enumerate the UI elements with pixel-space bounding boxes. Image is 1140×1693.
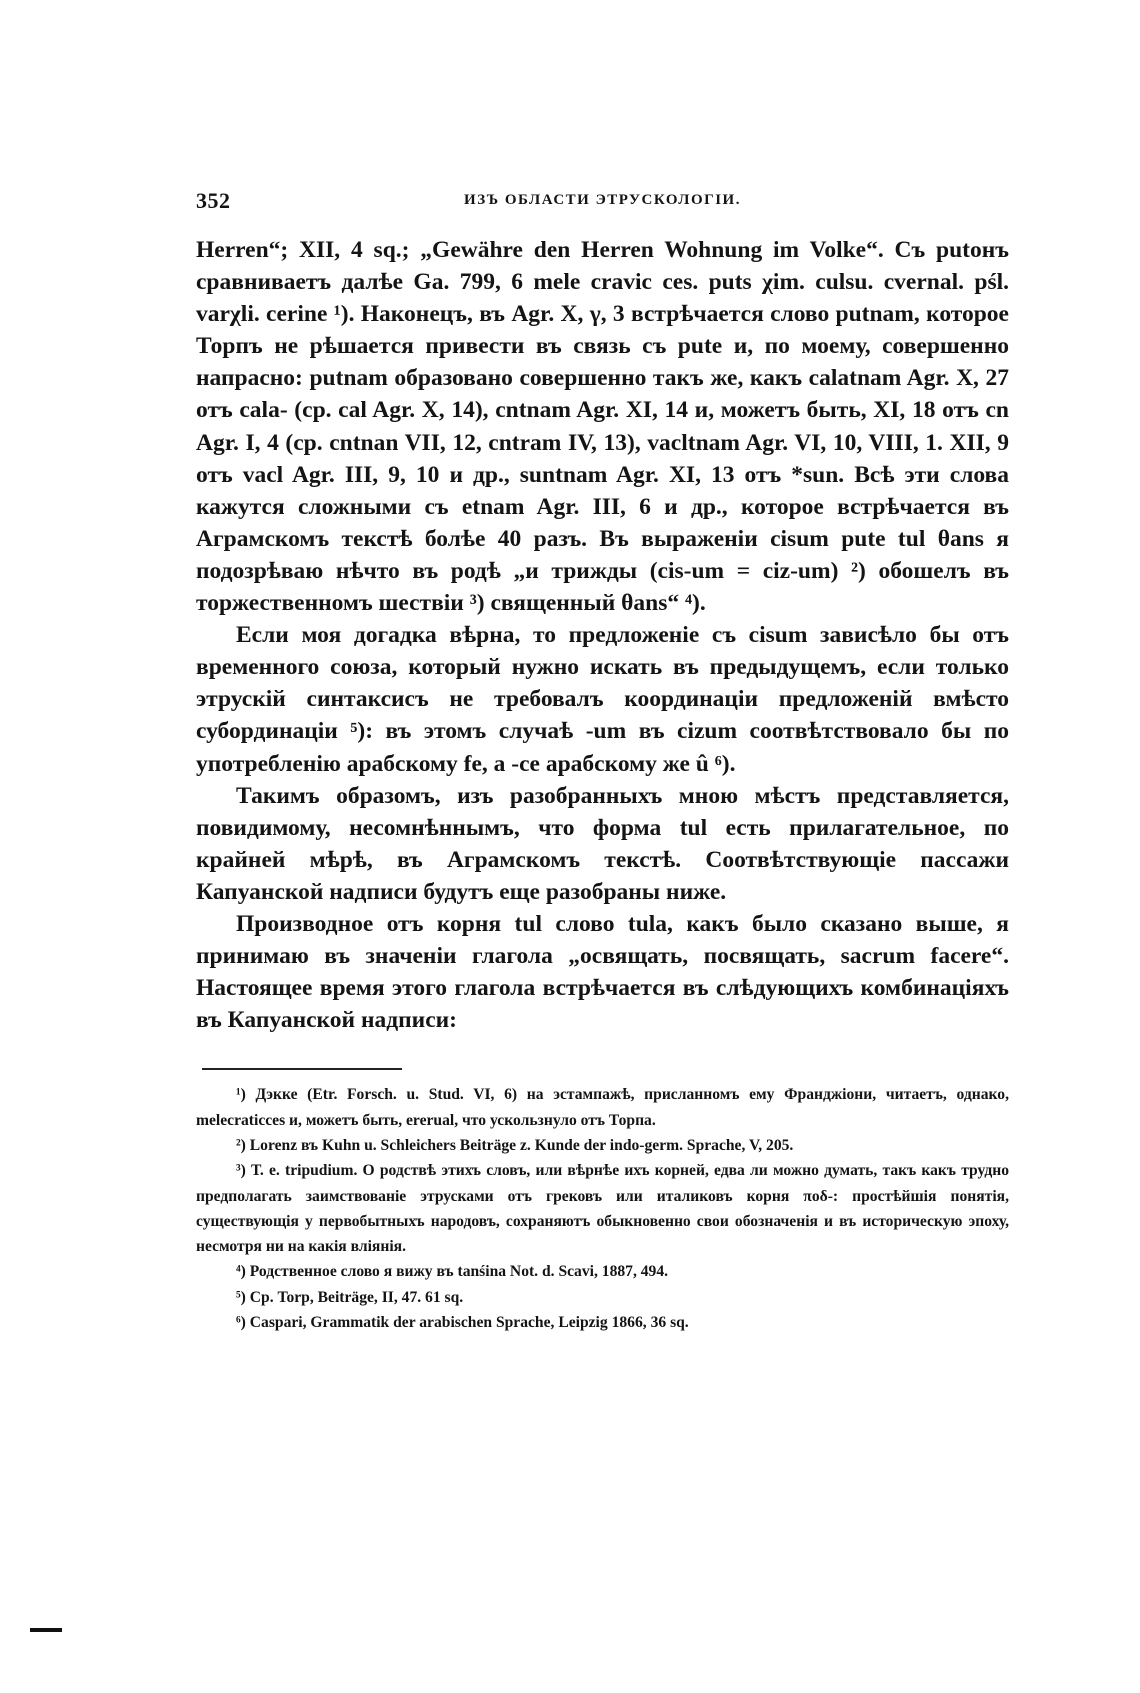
footnote: ⁴) Родственное слово я вижу въ tanśina Not. d. Scavi, 1887, 494. bbox=[236, 1263, 669, 1281]
paragraph: Если моя догадка вѣрна, то предложеніе съ cisum зависѣло бы отъ временного союза, который нужно искать въ предыдущемъ, если только этрускій синтаксисъ не требовалъ координаціи предложеній вмѣсто субординаціи ⁵): въ этомъ случаѣ -um въ cizum соотвѣтствовало бы по употребленію арабскому fe, а -ce арабскому же û ⁶). bbox=[196, 622, 1009, 777]
footnote: ²) Lorenz въ Kuhn u. Schleichers Beiträge z. Kunde der indo-germ. Sprache, V, 205. bbox=[236, 1136, 794, 1154]
footnote: ⁶) Caspari, Grammatik der arabischen Sprache, Leipzig 1866, 36 sq. bbox=[236, 1314, 689, 1332]
main-text bbox=[196, 234, 1009, 1036]
footnote: ⁵) Ср. Torp, Beiträge, II, 47. 61 sq. bbox=[236, 1288, 464, 1306]
book-page bbox=[196, 188, 1009, 1335]
paragraph: Такимъ образомъ, изъ разобранныхъ мною мѣстъ представляется, повидимому, несомнѣннымъ, что форма tul есть прилагательное, по крайней мѣрѣ, въ Аграмскомъ текстѣ. Соотвѣтствующіе пассажи Капуанской надписи будутъ еще разобраны ниже. bbox=[196, 782, 1009, 905]
footnote: ¹) Дэкке (Etr. Forsch. u. Stud. VI, 6) на эстампажѣ, присланномъ ему Франджіони, читаетъ, однако, melecraticces и, можетъ быть, ererual, что ускользнуло отъ Торпа. bbox=[196, 1086, 1009, 1129]
footnotes bbox=[196, 1082, 1009, 1335]
footnote: ³) Т. е. tripudium. О родствѣ этихъ словъ, или вѣрнѣе ихъ корней, едва ли можно думать, такъ какъ трудно предполагать заимствованіе этрусками отъ грековъ или италиковъ корня πoδ-: простѣйшія понятія, существующія у первобытныхъ народовъ, сохраняютъ обыкновенно свои обозначенія и въ историческую эпоху, несмотря ни на какія вліянія. bbox=[196, 1162, 1009, 1256]
page-number: 352 bbox=[196, 188, 231, 213]
paragraph-continuation: Herren“; XII, 4 sq.; „Gewähre den Herren Wohnung im Volke“. Съ putонъ сравниваетъ далѣе Ga. 799, 6 mele cravic ces. puts χim. culsu. cvernal. pśl. varχli. cerine ¹). Наконецъ, въ Agr. X, γ, 3 встрѣчается слово putnam, которое Торпъ не рѣшается привести въ связь съ pute и, по моему, совершенно напрасно: putnam образовано совершенно такъ же, какъ calatnam Agr. X, 27 отъ cala- (ср. cal Agr. X, 14), cntnam Agr. XI, 14 и, можетъ быть, XI, 18 отъ cn Agr. I, 4 (ср. cntnan VII, 12, cntram IV, 13), vacltnam Agr. VI, 10, VIII, 1. XII, 9 отъ vacl Agr. III, 9, 10 и др., suntnam Agr. XI, 13 отъ *sun. Всѣ эти слова кажутся сложными съ etnam Agr. III, 6 и др., которое встрѣчается въ Аграмскомъ текстѣ болѣе 40 разъ. Въ выраженіи cisum pute tul θans я подозрѣваю нѣчто въ родѣ „и трижды (cis-um = ciz-um) ²) обошелъ въ торжественномъ шествіи ³) священный θans“ ⁴). bbox=[196, 237, 1009, 617]
running-title: ИЗЪ ОБЛАСТИ ЭТРУСКОЛОГІИ. bbox=[464, 192, 741, 208]
paragraph: Производное отъ корня tul слово tula, какъ было сказано выше, я принимаю въ значеніи глагола „освящать, посвящать, sacrum facere“. Настоящее время этого глагола встрѣчается въ слѣдующихъ комбинаціяхъ въ Капуанской надписи: bbox=[196, 910, 1009, 1034]
page-header bbox=[196, 188, 1009, 222]
footnote-divider bbox=[202, 1068, 402, 1070]
margin-mark bbox=[30, 1628, 62, 1632]
